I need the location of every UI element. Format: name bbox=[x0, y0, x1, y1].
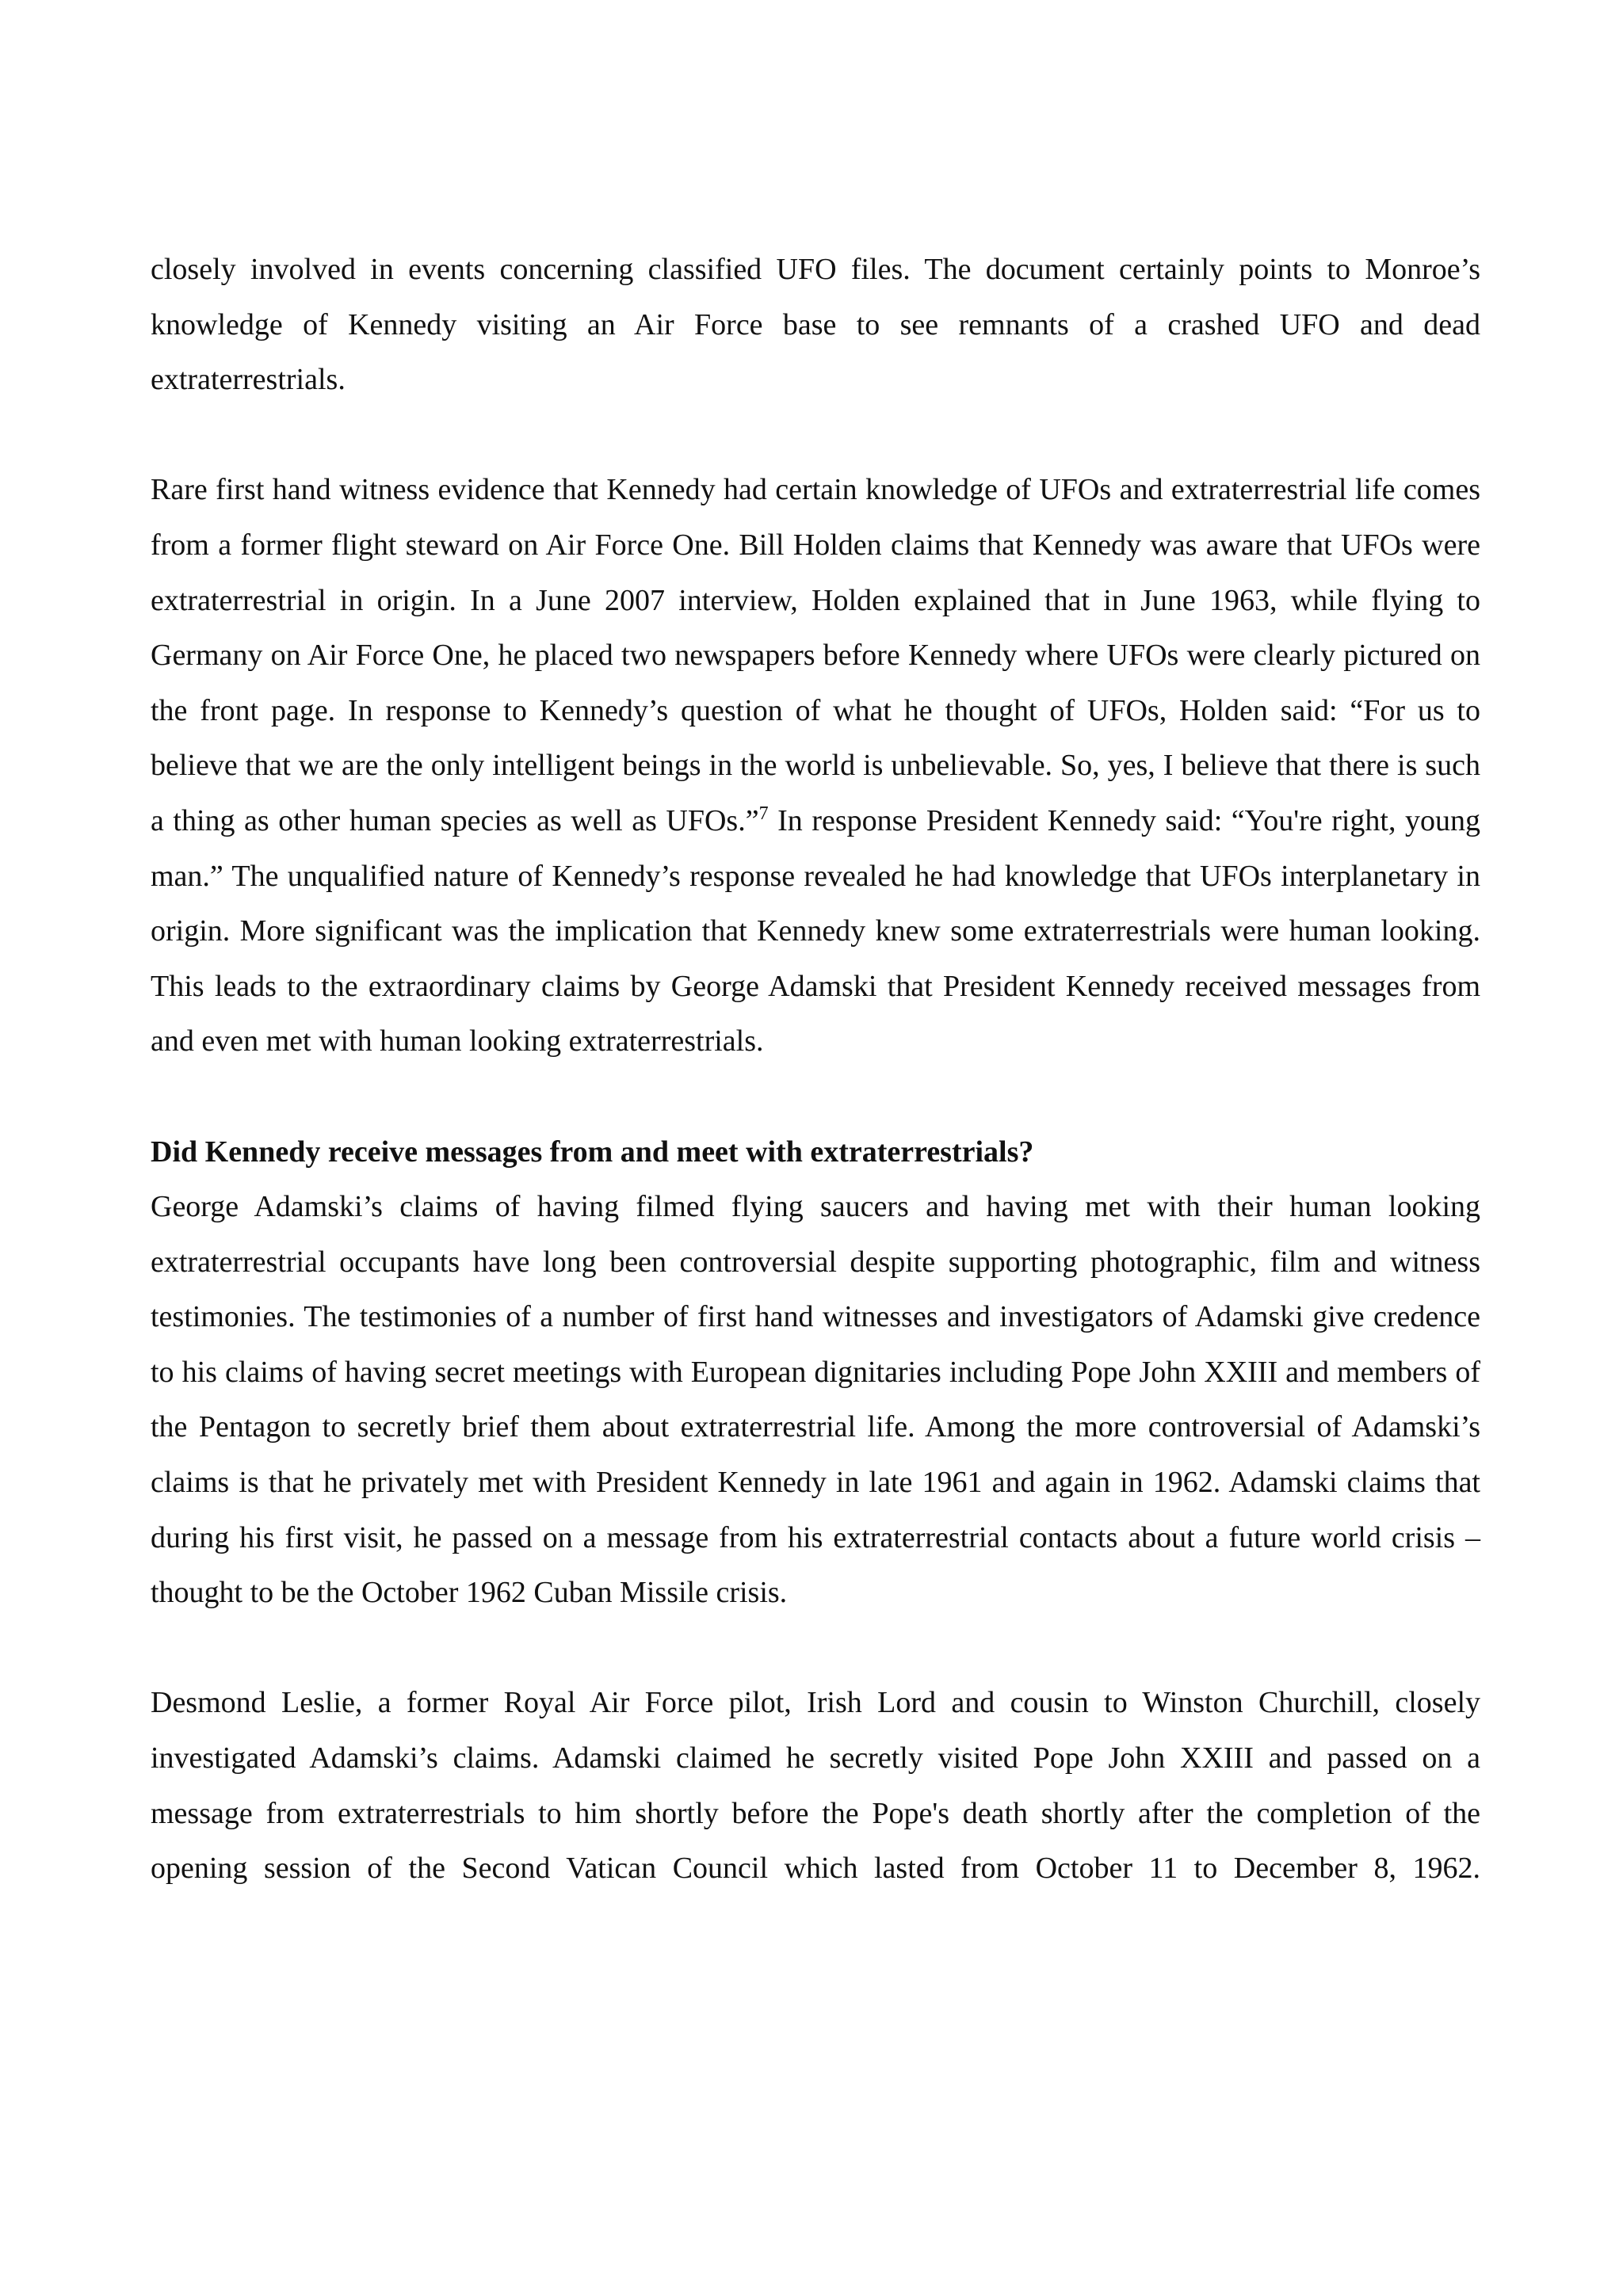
section-heading: Did Kennedy receive messages from and meet with extraterrestrials? bbox=[151, 1135, 1034, 1169]
paragraph-desmond-leslie: Desmond Leslie, a former Royal Air Force pilot, Irish Lord and cousin to Winston Churchill, closely investigated Adamski’s claims. Adamski claimed he secretly visited Pope John XXIII and passed on a message from extraterrestrials to him shortly before the Pope's death shortly after the completion of the opening session of the Second Vatican Council which lasted from October 11 to December 8, 1962. bbox=[151, 1686, 1480, 1886]
paragraph-holden-testimony bbox=[151, 463, 1480, 1070]
body-text bbox=[151, 242, 1480, 1897]
paragraph-adamski-claims: George Adamski’s claims of having filmed flying saucers and having met with their human looking extraterrestrial occupants have long been controversial despite supporting photographic, film and witness testimonies. The testimonies of a number of first hand witnesses and investigators of Adamski give credence to his claims of having secret meetings with European dignitaries including Pope John XXIII and members of the Pentagon to secretly brief them about extraterrestrial life. Among the more controversial of Adamski’s claims is that he privately met with President Kennedy in late 1961 and again in 1962. Adamski claims that during his first visit, he passed on a message from his extraterrestrial contacts about a future world crisis – thought to be the October 1962 Cuban Missile crisis. bbox=[151, 1190, 1480, 1610]
paragraph-spacer bbox=[151, 408, 1480, 463]
paragraph-text-after-footnote: In response President Kennedy said: “You're right, young man.” The unqualified nature of Kennedy’s response revealed he had knowledge that UFOs interplanetary in origin. More significant was the implication that Kennedy knew some extraterrestrials were human looking. This leads to the extraordinary claims by George Adamski that President Kennedy received messages from and even met with human looking extraterrestrials. bbox=[151, 803, 1480, 1058]
paragraph-text-before-footnote: Rare first hand witness evidence that Kennedy had certain knowledge of UFOs and extraterrestrial life comes from a former flight steward on Air Force One. Bill Holden claims that Kennedy was aware that UFOs were extraterrestrial in origin. In a June 2007 interview, Holden explained that in June 1963, while flying to Germany on Air Force One, he placed two newspapers before Kennedy where UFOs were clearly pictured on the front page. In response to Kennedy’s question of what he thought of UFOs, Holden said: “For us to believe that we are the only intelligent beings in the world is unbelievable. So, yes, I believe that there is such a thing as other human species as well as UFOs.” bbox=[151, 473, 1480, 837]
paragraph-spacer bbox=[151, 1621, 1480, 1676]
paragraph-monroe-knowledge: closely involved in events concerning classified UFO files. The document certainly points to Monroe’s knowledge of Kennedy visiting an Air Force base to see remnants of a crashed UFO and dead extraterrestrials. bbox=[151, 253, 1480, 397]
footnote-reference[interactable]: 7 bbox=[758, 803, 769, 824]
paragraph-spacer bbox=[151, 1070, 1480, 1125]
